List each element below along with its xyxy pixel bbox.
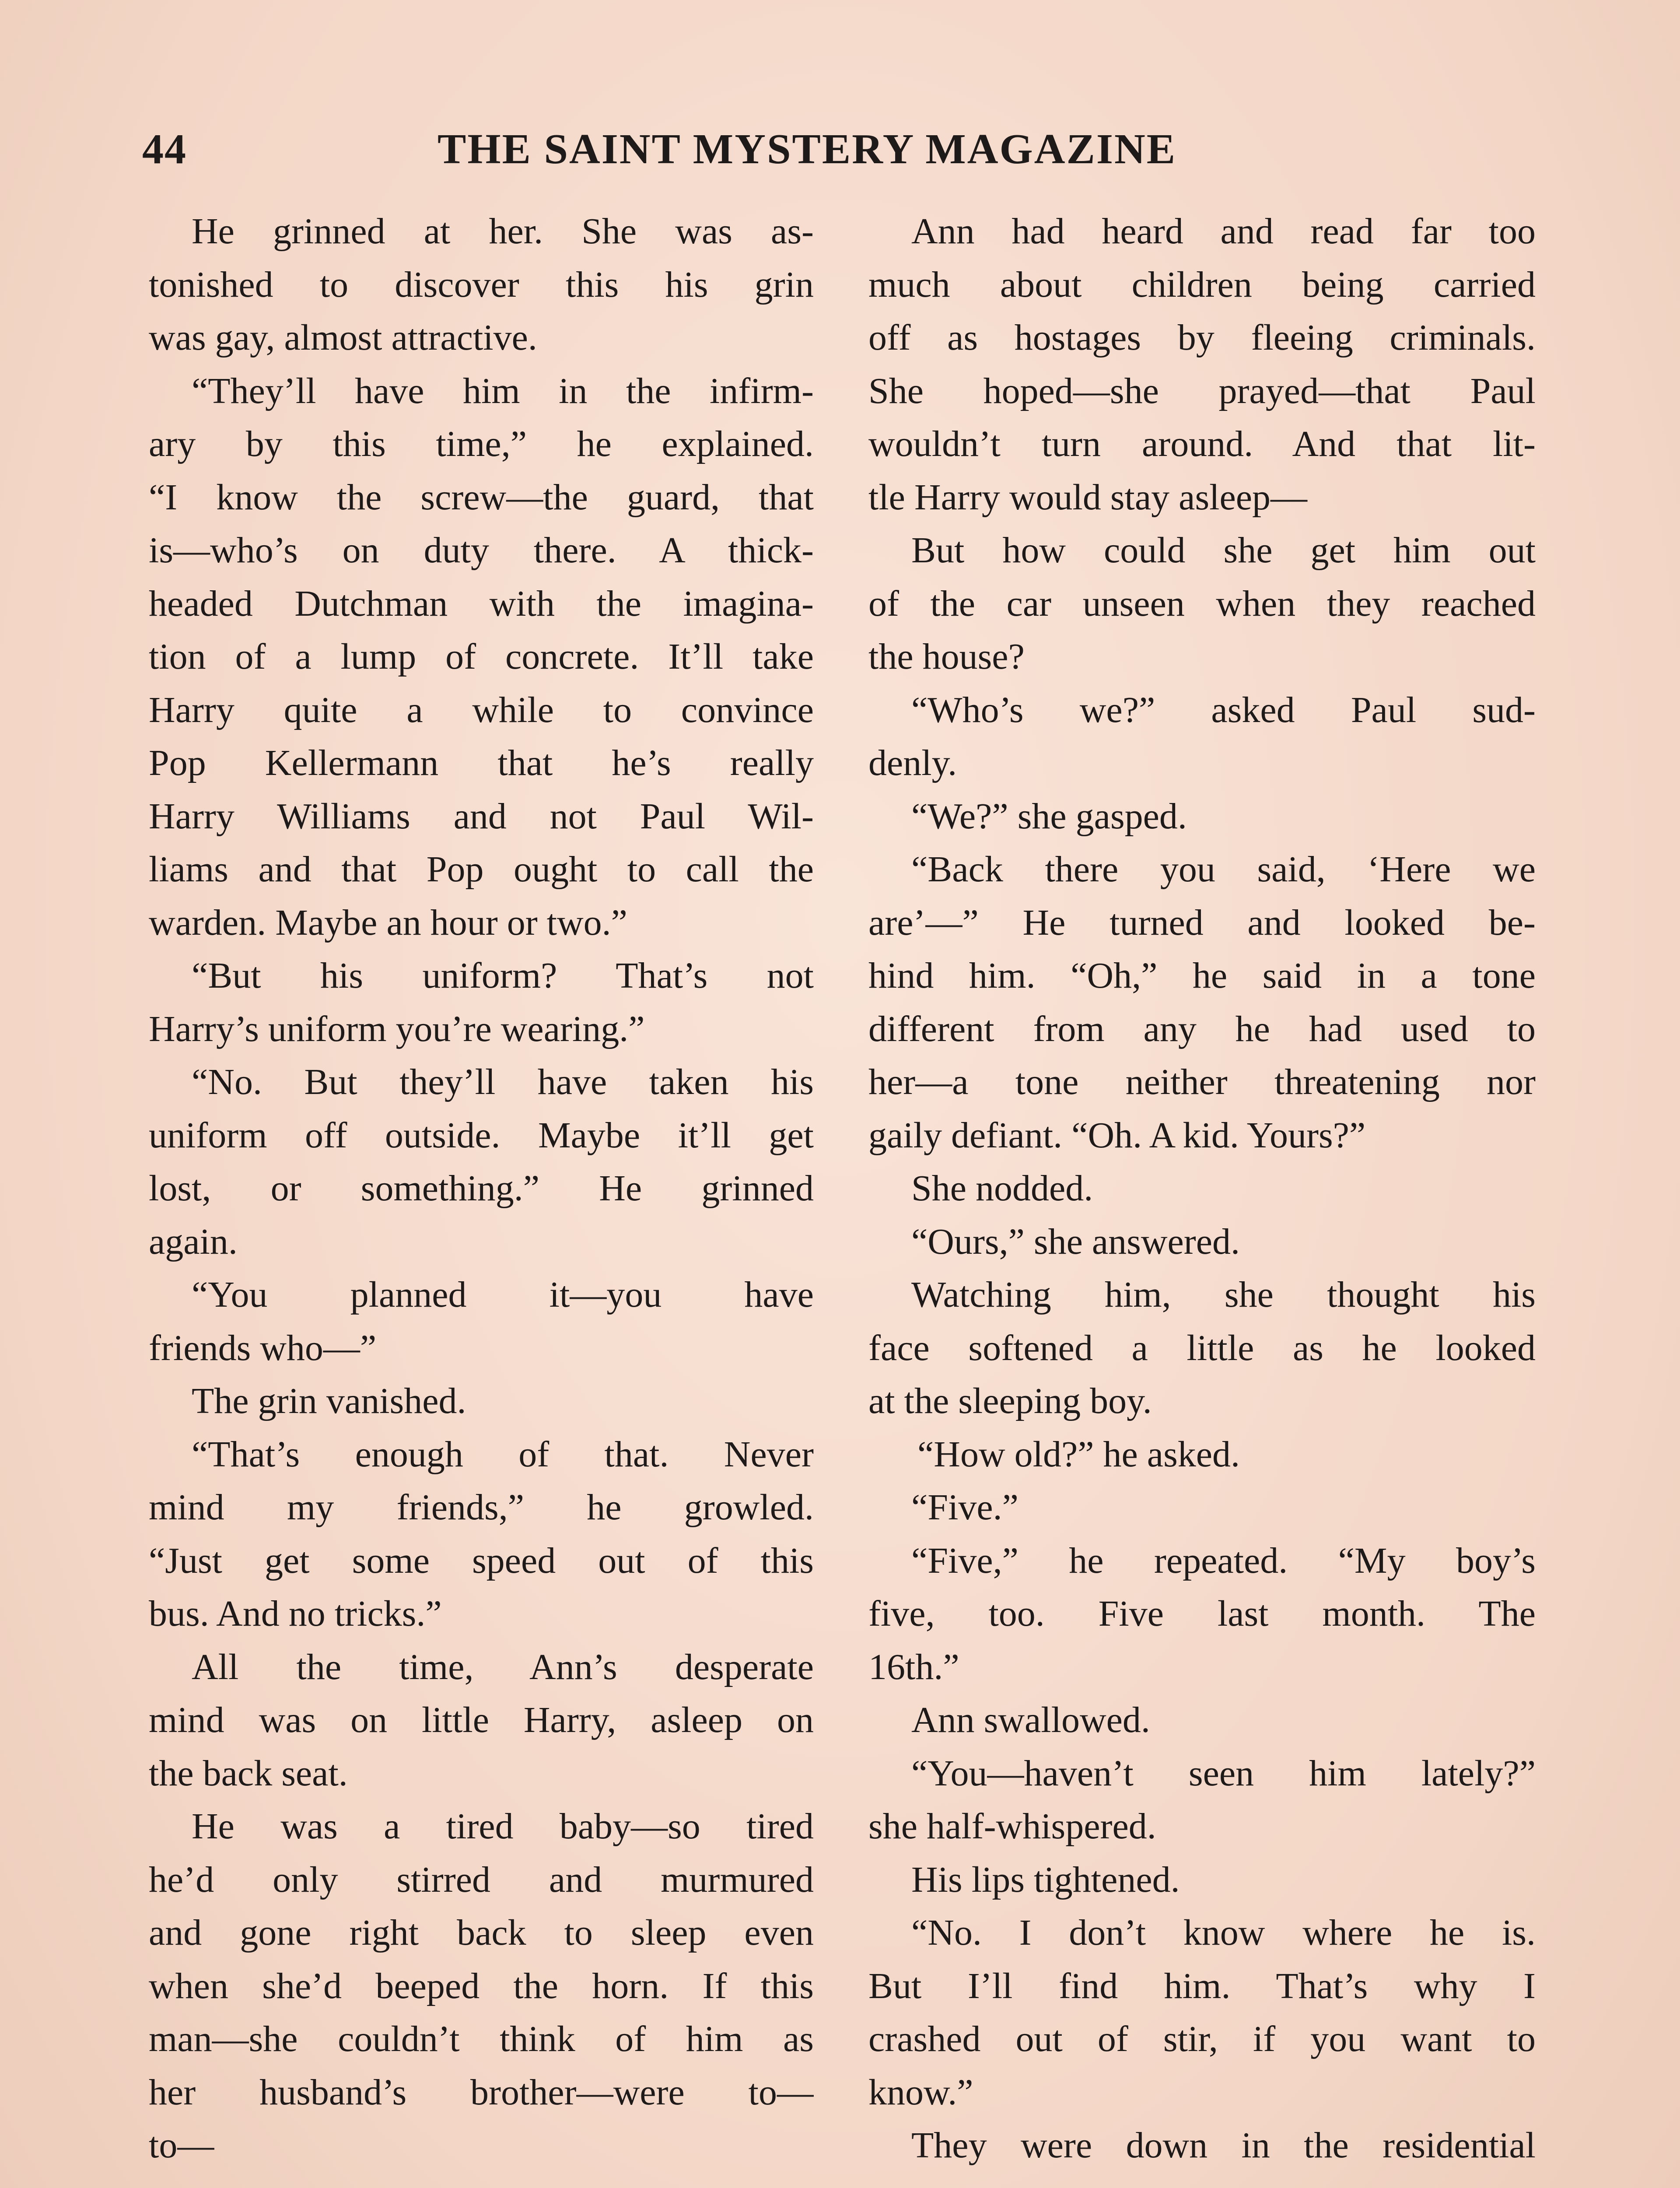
text-line: five, too. Five last month. The: [868, 1593, 1536, 1634]
text-line: mind was on little Harry, asleep on: [149, 1700, 814, 1740]
text-line: are’—” He turned and looked be-: [868, 902, 1536, 943]
text-line: “You—haven’t seen him lately?”: [911, 1753, 1536, 1794]
text-line: “They’ll have him in the infirm-: [192, 370, 814, 411]
text-line: friends who—”: [149, 1327, 377, 1368]
text-line: Harry Williams and not Paul Wil-: [149, 796, 814, 837]
text-line: headed Dutchman with the imagina-: [149, 583, 814, 624]
text-line: gaily defiant. “Oh. A kid. Yours?”: [868, 1115, 1366, 1156]
text-line: mind my friends,” he growled.: [149, 1487, 814, 1528]
left-text-column: [149, 205, 814, 2172]
text-line: liams and that Pop ought to call the: [149, 849, 814, 890]
text-line: 16th.”: [868, 1646, 959, 1687]
text-line: different from any he had used to: [868, 1008, 1536, 1049]
text-line: to—: [149, 2125, 214, 2166]
page-number: 44: [142, 126, 187, 173]
text-line: ary by this time,” he explained.: [149, 424, 814, 464]
text-line: her husband’s brother—were to—: [149, 2072, 814, 2113]
text-line: “You planned it—you have: [192, 1274, 814, 1315]
text-line: Ann swallowed.: [911, 1700, 1150, 1740]
text-line: is—who’s on duty there. A thick-: [149, 530, 814, 571]
text-line: The grin vanished.: [192, 1381, 466, 1421]
text-line: “Who’s we?” asked Paul sud-: [911, 689, 1536, 730]
text-line: warden. Maybe an hour or two.”: [149, 902, 627, 943]
text-line: bus. And no tricks.”: [149, 1593, 442, 1634]
text-line: she half-whispered.: [868, 1806, 1156, 1847]
text-line: Harry quite a while to convince: [149, 689, 814, 730]
text-line: lost, or something.” He grinned: [149, 1168, 814, 1209]
text-line: was gay, almost attractive.: [149, 317, 537, 358]
text-line: face softened a little as he looked: [868, 1327, 1536, 1368]
text-line: uniform off outside. Maybe it’ll get: [149, 1115, 814, 1156]
text-line: Ann had heard and read far too: [911, 211, 1536, 252]
text-line: “No. I don’t know where he is.: [911, 1912, 1536, 1953]
text-line: “But his uniform? That’s not: [192, 955, 814, 996]
text-line: crashed out of stir, if you want to: [868, 2019, 1536, 2059]
text-line: “We?” she gasped.: [911, 796, 1187, 837]
text-line: He grinned at her. She was as-: [192, 211, 814, 252]
text-line: much about children being carried: [868, 264, 1536, 305]
text-line: tle Harry would stay asleep—: [868, 477, 1308, 518]
right-text-column: [868, 205, 1536, 2172]
page-header: [142, 125, 1249, 190]
text-line: Harry’s uniform you’re wearing.”: [149, 1008, 645, 1049]
text-line: tonished to discover this his grin: [149, 264, 814, 305]
text-line: She hoped—she prayed—that Paul: [868, 370, 1536, 411]
text-line: he’d only stirred and murmured: [149, 1859, 814, 1900]
text-line: again.: [149, 1221, 238, 1262]
magazine-title: THE SAINT MYSTERY MAGAZINE: [438, 126, 1177, 173]
text-line: All the time, Ann’s desperate: [192, 1646, 814, 1687]
text-line: man—she couldn’t think of him as: [149, 2019, 814, 2059]
text-line: “Just get some speed out of this: [149, 1540, 814, 1581]
text-line: off as hostages by fleeing criminals.: [868, 317, 1536, 358]
text-line: But I’ll find him. That’s why I: [868, 1965, 1536, 2006]
text-line: her—a tone neither threatening nor: [868, 1062, 1536, 1102]
text-line: “No. But they’ll have taken his: [192, 1062, 814, 1102]
text-line: Pop Kellermann that he’s really: [149, 743, 814, 783]
text-line: “Five,” he repeated. “My boy’s: [911, 1540, 1536, 1581]
text-line: But how could she get him out: [911, 530, 1536, 571]
text-line: of the car unseen when they reached: [868, 583, 1536, 624]
text-line: “That’s enough of that. Never: [192, 1434, 814, 1475]
text-line: the house?: [868, 636, 1025, 677]
text-line: She nodded.: [911, 1168, 1093, 1209]
text-line: tion of a lump of concrete. It’ll take: [149, 636, 814, 677]
text-line: at the sleeping boy.: [868, 1381, 1152, 1421]
text-line: His lips tightened.: [911, 1859, 1180, 1900]
text-line: “Ours,” she answered.: [911, 1221, 1240, 1262]
text-line: wouldn’t turn around. And that lit-: [868, 424, 1536, 464]
text-line: and gone right back to sleep even: [149, 1912, 814, 1953]
text-line: He was a tired baby—so tired: [192, 1806, 814, 1847]
text-line: “How old?” he asked.: [917, 1434, 1240, 1475]
text-line: “Five.”: [911, 1487, 1018, 1528]
text-line: hind him. “Oh,” he said in a tone: [868, 955, 1536, 996]
text-line: the back seat.: [149, 1753, 348, 1794]
text-line: “I know the screw—the guard, that: [149, 477, 814, 518]
text-line: “Back there you said, ‘Here we: [911, 849, 1536, 890]
text-line: know.”: [868, 2072, 973, 2113]
text-line: Watching him, she thought his: [911, 1274, 1536, 1315]
text-line: denly.: [868, 743, 957, 783]
text-line: They were down in the residential: [911, 2125, 1536, 2166]
text-line: when she’d beeped the horn. If this: [149, 1965, 814, 2006]
